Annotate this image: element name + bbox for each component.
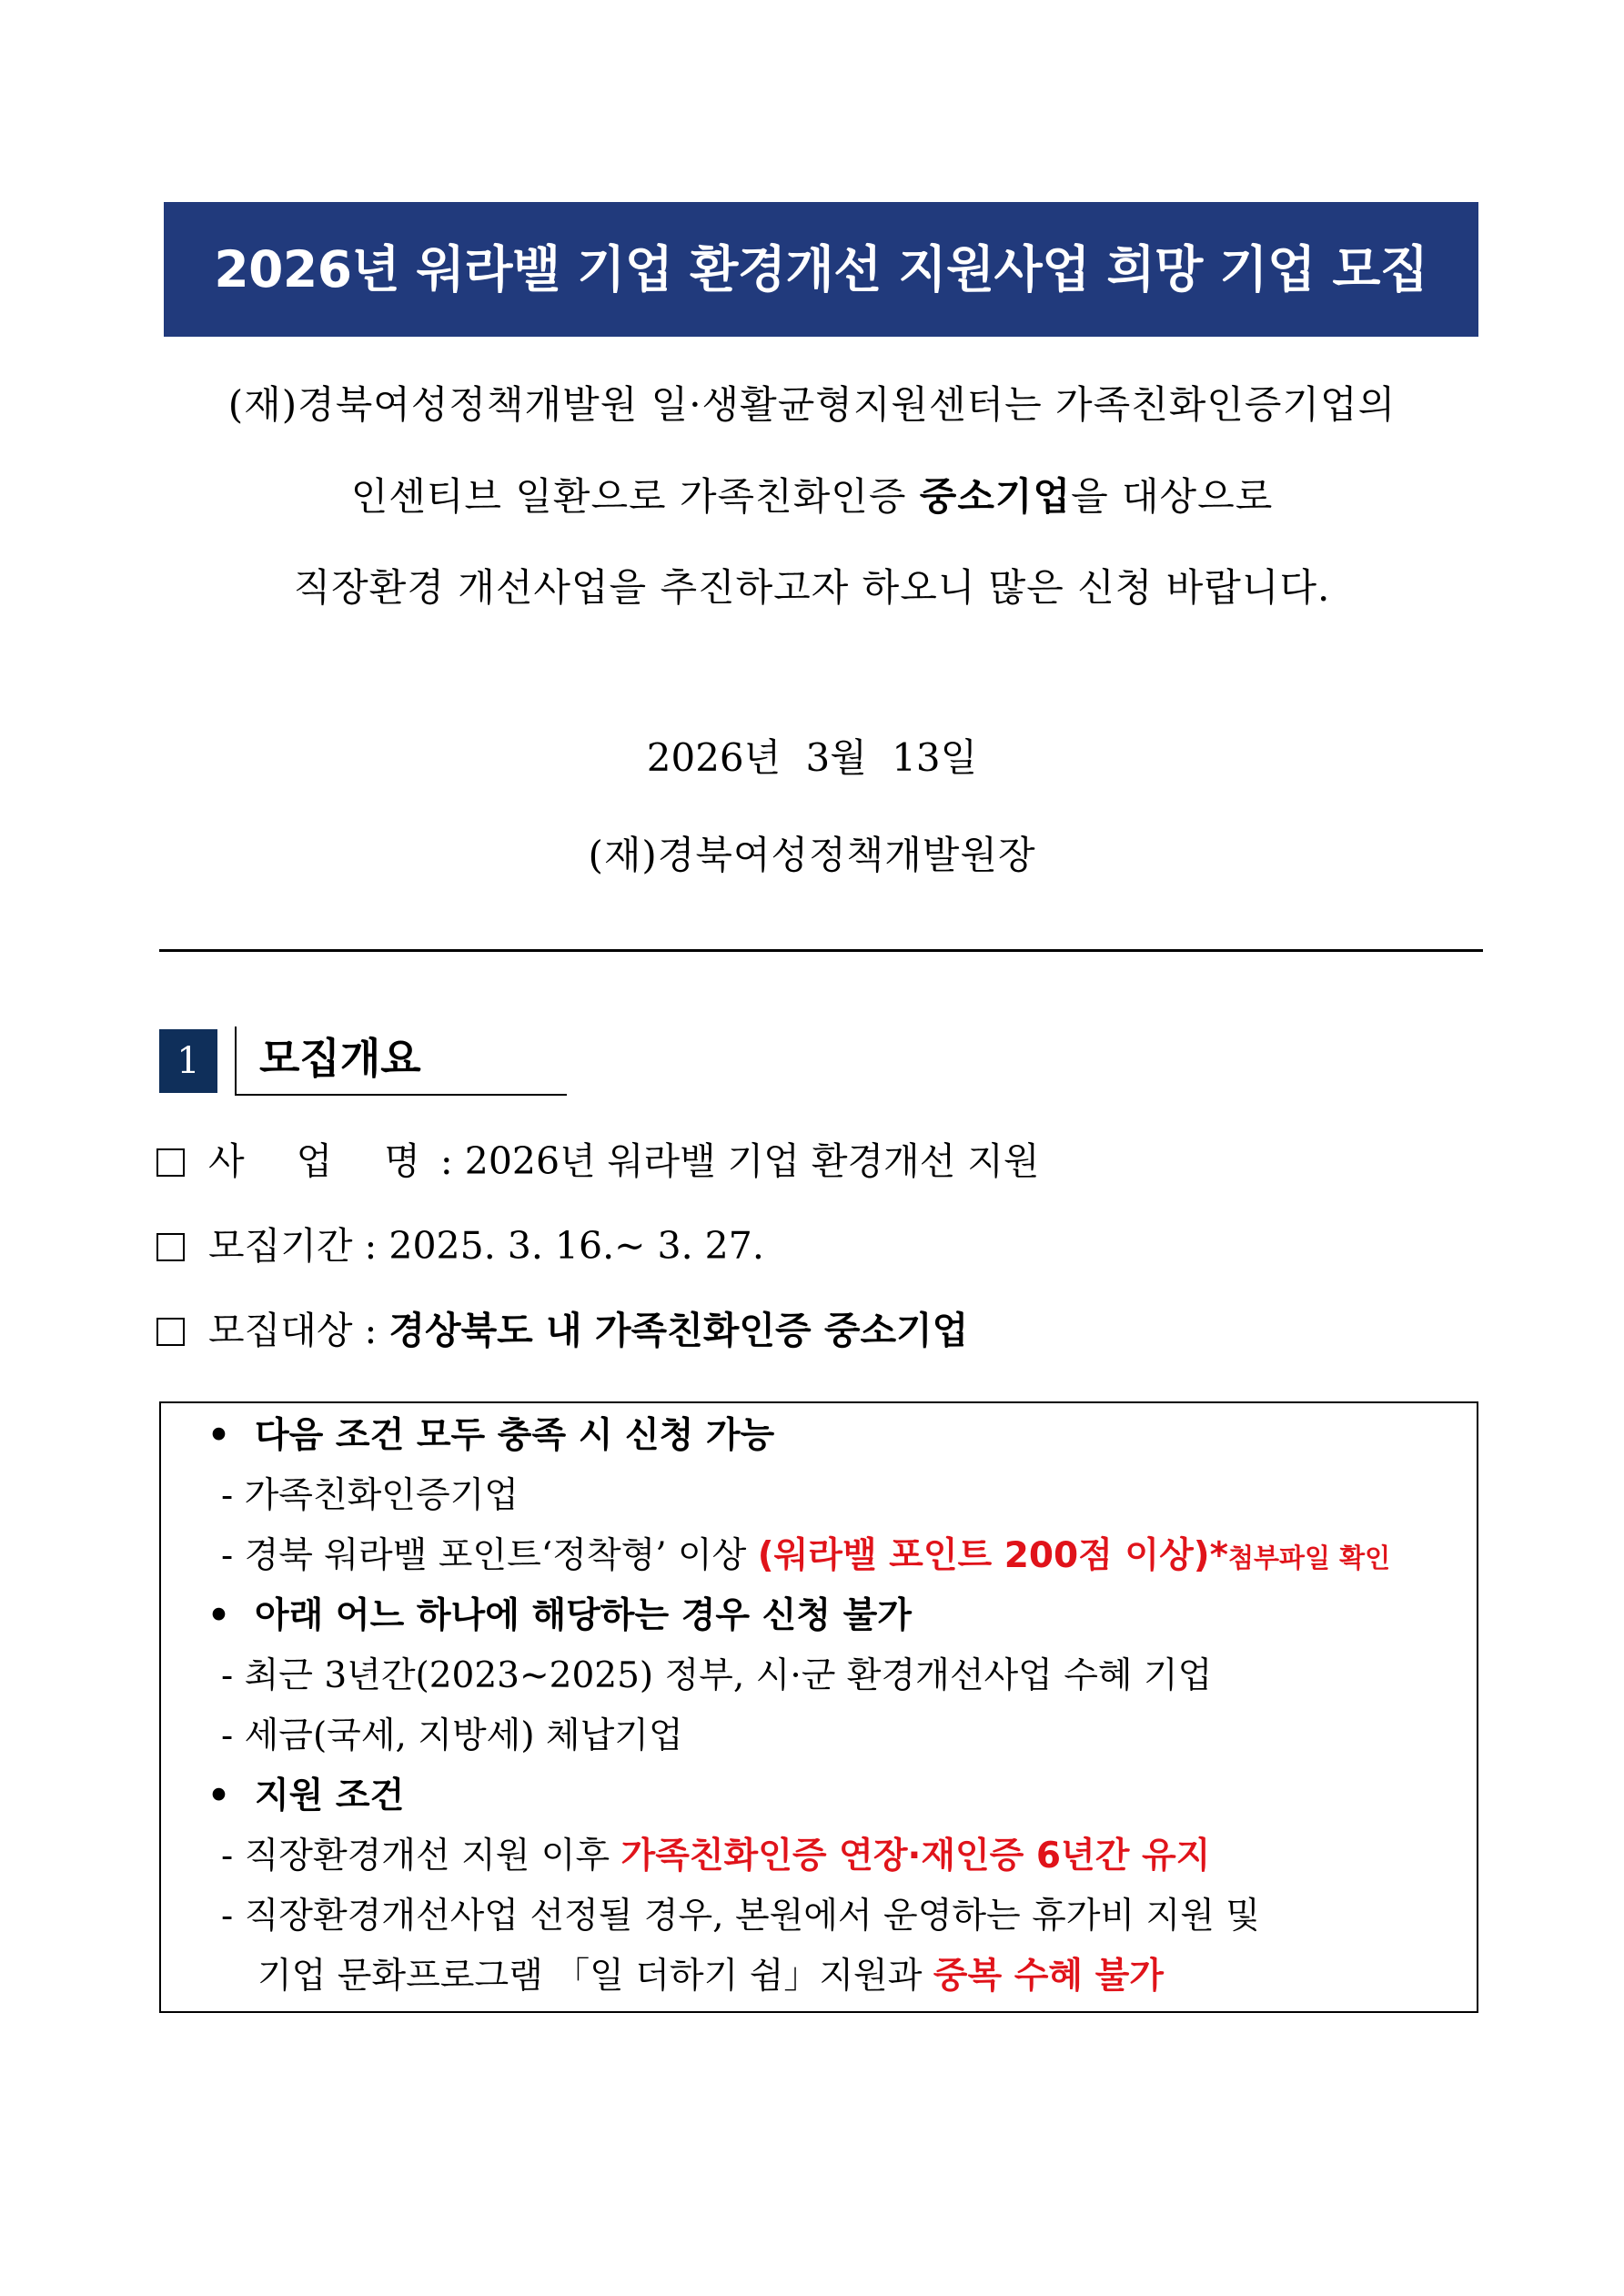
section-divider bbox=[235, 1027, 237, 1096]
issue-date: 2026년 3월 13일 bbox=[646, 735, 978, 780]
condition-item-3-1-highlight: 가족친화인증 연장·재인증 6년간 유지 bbox=[620, 1836, 1211, 1876]
condition-item-1-2-text: 경북 워라밸 포인트‘정착형’ 이상 bbox=[244, 1535, 758, 1576]
dash-marker: - bbox=[221, 1715, 234, 1756]
condition-item-1-2 bbox=[221, 1531, 1390, 1583]
section-title: 모집개요 bbox=[259, 1034, 421, 1083]
condition-heading-1 bbox=[207, 1411, 774, 1462]
dash-marker: - bbox=[221, 1535, 234, 1576]
period-value: 2025. 3. 16.~ 3. 27. bbox=[388, 1224, 764, 1268]
condition-item-3-2-highlight: 중복 수혜 불가 bbox=[933, 1956, 1164, 1997]
separator: : bbox=[364, 1309, 378, 1352]
condition-item-2-1 bbox=[221, 1651, 1212, 1702]
intro-line-1: (재)경북여성정책개발원 일·생활균형지원센터는 가족친화인증기업의 bbox=[227, 382, 1397, 427]
intro-line-2 bbox=[0, 467, 1624, 521]
condition-item-3-2 bbox=[221, 1891, 1260, 1942]
condition-item-3-2-line-2-text: 기업 문화프로그램 「일 더하기 쉼」지원과 bbox=[257, 1956, 933, 1997]
info-row-target bbox=[156, 1303, 968, 1358]
condition-item-3-2-continued bbox=[257, 1951, 1164, 2002]
checkbox-icon bbox=[156, 1148, 185, 1177]
condition-heading-2-text: 아래 어느 하나에 해당하는 경우 신청 불가 bbox=[255, 1595, 912, 1636]
condition-item-2-2 bbox=[221, 1711, 683, 1762]
checkbox-icon bbox=[156, 1318, 185, 1346]
condition-heading-1-text: 다음 조건 모두 충족 시 신청 가능 bbox=[255, 1415, 775, 1456]
section-number: 1 bbox=[159, 1029, 217, 1093]
condition-item-2-1-text: 최근 3년간(2023~2025) 정부, 시·군 환경개선사업 수혜 기업 bbox=[244, 1655, 1213, 1696]
condition-heading-3 bbox=[207, 1771, 404, 1822]
bullet-icon: • bbox=[207, 1595, 230, 1636]
bullet-icon: • bbox=[207, 1775, 230, 1816]
info-row-project-name bbox=[156, 1134, 1040, 1188]
condition-item-3-1 bbox=[221, 1831, 1210, 1882]
condition-item-1-1 bbox=[221, 1471, 519, 1522]
target-label: 모집대상 bbox=[208, 1309, 353, 1352]
condition-heading-3-text: 지원 조건 bbox=[255, 1775, 405, 1816]
condition-heading-2 bbox=[207, 1591, 912, 1642]
condition-item-2-2-text: 세금(국세, 지방세) 체납기업 bbox=[244, 1715, 683, 1756]
checkbox-icon bbox=[156, 1233, 185, 1261]
target-value: 경상북도 내 가족친화인증 중소기업 bbox=[388, 1309, 969, 1352]
dash-marker: - bbox=[221, 1896, 234, 1937]
intro-line-2-start: 인센티브 일환으로 가족친화인증 bbox=[350, 474, 920, 519]
period-label: 모집기간 bbox=[208, 1224, 353, 1268]
condition-item-1-1-text: 가족친화인증기업 bbox=[244, 1475, 519, 1516]
condition-item-3-2-text: 직장환경개선사업 선정될 경우, 본원에서 운영하는 휴가비 지원 및 bbox=[244, 1896, 1260, 1937]
issuer: (재)경북여성정책개발원장 bbox=[588, 833, 1036, 877]
section-underline bbox=[235, 1094, 567, 1096]
horizontal-rule bbox=[159, 949, 1483, 952]
project-name-label: 사 업 명 bbox=[208, 1139, 440, 1183]
intro-emphasis: 중소기업 bbox=[919, 474, 1072, 519]
intro-line-2-end: 을 대상으로 bbox=[1071, 474, 1274, 519]
separator: : bbox=[364, 1224, 378, 1268]
condition-item-3-1-text: 직장환경개선 지원 이후 bbox=[244, 1836, 621, 1876]
bullet-icon: • bbox=[207, 1415, 230, 1456]
intro-line-3: 직장환경 개선사업을 추진하고자 하오니 많은 신청 바랍니다. bbox=[293, 565, 1331, 610]
dash-marker: - bbox=[221, 1836, 234, 1876]
dash-marker: - bbox=[221, 1475, 234, 1516]
dash-marker: - bbox=[221, 1655, 234, 1696]
document-title: 2026년 워라밸 기업 환경개선 지원사업 희망 기업 모집 bbox=[164, 202, 1478, 337]
attachment-note: 첨부파일 확인 bbox=[1228, 1542, 1391, 1573]
condition-item-1-2-highlight: (워라밸 포인트 200점 이상)* bbox=[757, 1535, 1229, 1576]
info-row-period bbox=[156, 1219, 764, 1273]
separator: : bbox=[439, 1139, 453, 1183]
project-name-value: 2026년 워라밸 기업 환경개선 지원 bbox=[464, 1139, 1040, 1183]
